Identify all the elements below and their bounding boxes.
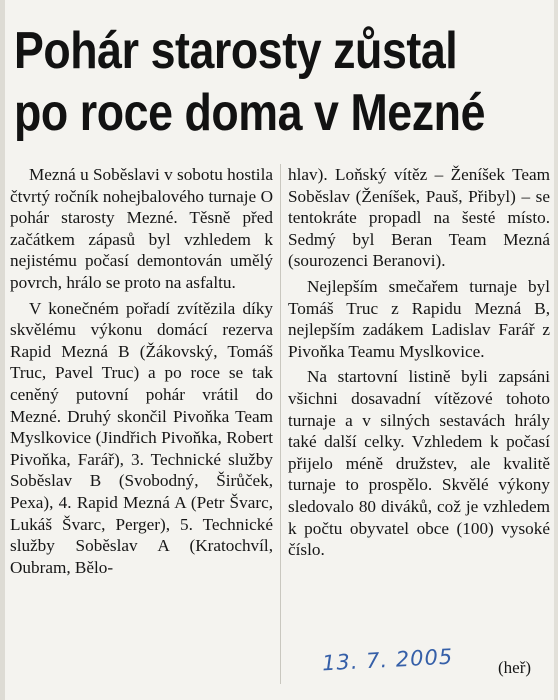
- paragraph: V konečném pořadí zvítězila díky skvělému výkonu domácí rezerva Rapid Mezná B (Žákovský, Tomáš Truc, Pavel Truc) a po roce se tak ceněný putovní pohár vrátil do Mezné. Druhý skončil Pivoňka Team Myslkovice (Jindřich Pivoňka, Robert Pivoňka, Farář), 3. Technické služby Soběslav B (Svobodný, Širůček, Pexa), 4. Rapid Mezná A (Petr Švarc, Lukáš Švarc, Perger), 5. Technické služby Soběslav A (Kratochvíl, Oubram, Bělo-: [10, 298, 273, 577]
- article-column-right: [288, 164, 550, 561]
- scan-edge: [554, 0, 558, 700]
- column-divider: [280, 164, 281, 684]
- paragraph: Na startovní listině byli zapsáni všichni dosavadní vítězové tohoto turnaje a v silných sestavách hrály také další celky. Vzhledem k počasí přijelo méně družstev, ale kvalitě turnaje to prospělo. Skvělé výkony sledovalo 80 diváků, což je vzhledem k počtu obyvatel obce (100) vysoké číslo.: [288, 367, 550, 560]
- headline-line-1: Pohár starosty zůstal: [14, 22, 458, 80]
- paragraph: Nejlepším smečařem turnaje byl Tomáš Truc z Rapidu Mezná B, nejlepším zadákem Ladislav Farář z Pivoňka Teamu Myslkovice.: [288, 276, 550, 361]
- article-column-left: [10, 164, 273, 578]
- paragraph: Mezná u Soběslavi v sobotu hostila čtvrtý ročník nohejbalového turnaje O pohár starosty Mezné. Těsně před začátkem zápasů byl vzhledem k nejistému počasí demontován umělý povrch, hrálo se proto na asfaltu.: [10, 165, 273, 292]
- scan-edge: [0, 0, 5, 700]
- handwritten-date: 13. 7. 2005: [321, 644, 454, 676]
- author-initials: (heř): [498, 658, 532, 677]
- article-headline: [14, 20, 486, 144]
- paragraph: hlav). Loňský vítěz – Ženíšek Team Soběslav (Ženíšek, Pauš, Přibyl) – se tentokráte propadl na šesté místo. Sedmý byl Beran Team Mezná (sourozenci Beranovi).: [288, 165, 550, 271]
- headline-line-2: po roce doma v Mezné: [14, 84, 486, 142]
